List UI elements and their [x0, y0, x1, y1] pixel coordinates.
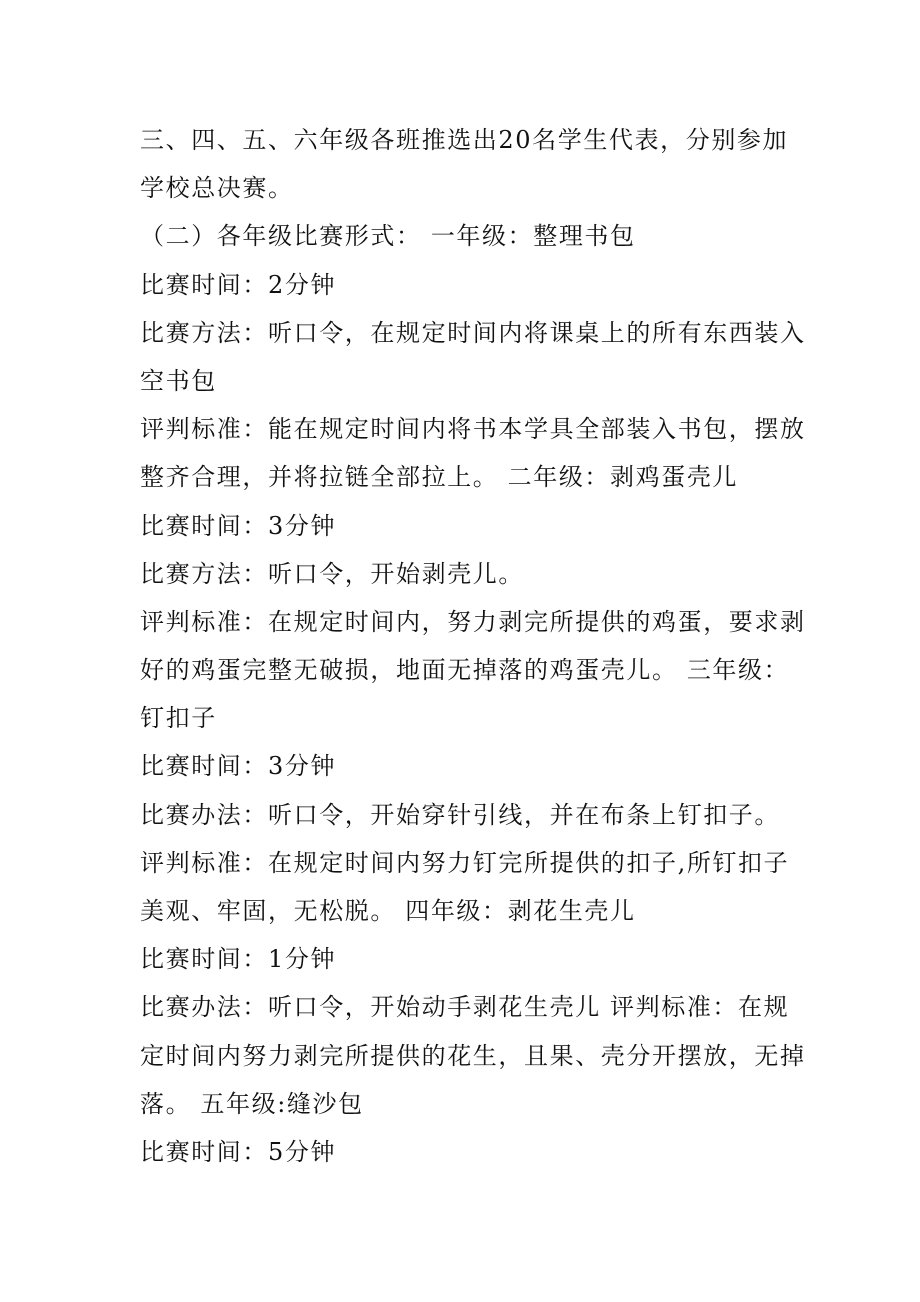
text-line: （二）各年级比赛形式： 一年级：整理书包 [140, 222, 636, 251]
text-line: 评判标准：在规定时间内，努力剥完所提供的鸡蛋，要求剥 [140, 607, 806, 636]
text-line: 落。 五年级:缝沙包 [140, 1089, 364, 1118]
text-line: 比赛方法：听口令，开始剥壳儿。 [140, 559, 524, 588]
text-line: 比赛时间：5分钟 [140, 1137, 337, 1166]
text-line: 比赛方法：听口令，在规定时间内将课桌上的所有东西装入 [140, 318, 806, 347]
text-line: 定时间内努力剥完所提供的花生，且果、壳分开摆放，无掉 [140, 1041, 806, 1070]
text-line: 比赛办法：听口令，开始动手剥花生壳儿 评判标准：在规 [140, 993, 790, 1022]
text-line: 比赛时间：2分钟 [140, 270, 337, 299]
text-line: 钉扣子 [140, 704, 217, 733]
text-line: 空书包 [140, 366, 217, 395]
text-line: 评判标准：在规定时间内努力钉完所提供的扣子,所钉扣子 [140, 848, 790, 877]
text-line: 比赛时间：3分钟 [140, 752, 337, 781]
text-line: 好的鸡蛋完整无破损，地面无掉落的鸡蛋壳儿。 三年级： [140, 656, 790, 685]
document-body [140, 116, 806, 1176]
text-line: 学校总决赛。 [140, 174, 294, 203]
text-line: 比赛办法：听口令，开始穿针引线，并在布条上钉扣子。 [140, 800, 780, 829]
text-line: 三、四、五、六年级各班推选出20名学生代表，分别参加 [140, 126, 789, 154]
text-line: 比赛时间：1分钟 [140, 945, 337, 974]
text-line: 比赛时间：3分钟 [140, 511, 337, 540]
text-line: 评判标准：能在规定时间内将书本学具全部装入书包，摆放 [140, 415, 806, 444]
text-line: 整齐合理，并将拉链全部拉上。 二年级：剥鸡蛋壳儿 [140, 463, 739, 492]
text-line: 美观、牢固，无松脱。 四年级：剥花生壳儿 [140, 897, 636, 925]
